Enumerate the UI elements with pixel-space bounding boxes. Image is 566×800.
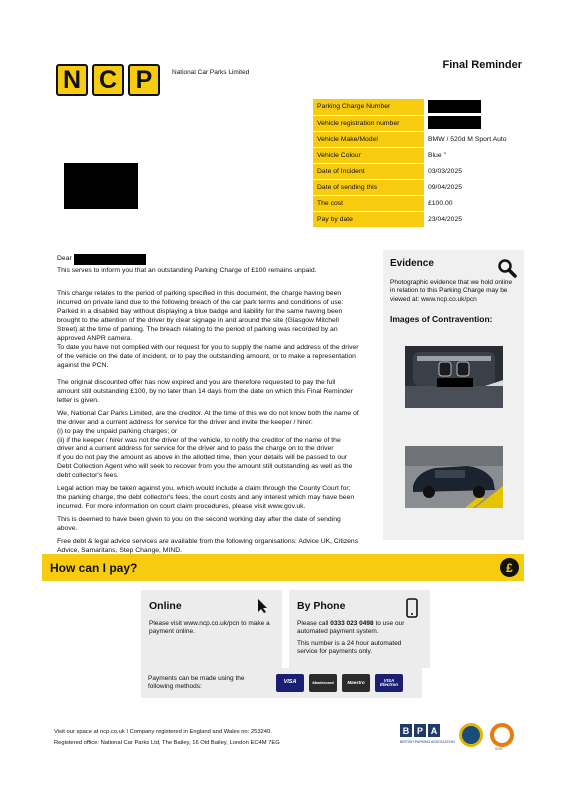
letter-body [57, 254, 359, 560]
details-label: Pay by date [313, 211, 424, 227]
logo-letter: N [56, 64, 88, 96]
cursor-icon [256, 598, 270, 614]
bpa-subtitle: BRITISH PARKING ASSOCIATION [400, 740, 455, 744]
letter-paragraph: This charge relates to the period of parking specified in this document, the charge having been incurred on private land due to the following breach of the car park terms and conditions of use: Parked in a disabled bay without displaying a blue badge and liability for the same having been brought to the attention of the driver by clear signage in and around the site (Glasgow Mitchell Street) at the time of parking. The breach relating to the period of parking was recorded by an approved ANPR camera. [57, 289, 344, 342]
details-row [313, 163, 520, 179]
evidence-title: Evidence [390, 258, 434, 269]
maestro-icon: Maestro [342, 674, 370, 692]
details-row [313, 179, 520, 195]
redaction-block [428, 116, 481, 129]
letter-paragraph: The original discounted offer has now expired and you are therefore requested to pay the full amount still outstanding £100, by no later than 14 days from the date on which this Final Reminder letter is given. [57, 378, 353, 404]
details-row [313, 115, 520, 131]
details-label: Vehicle Make/Model [313, 131, 424, 147]
recipient-name-redacted [74, 254, 146, 265]
redaction-block [428, 100, 481, 113]
letter-paragraph: Free debt & legal advice services are available from the following organisations: Advice UK, Citizens Advice, Samaritans, Step Change, MIND. [57, 538, 359, 555]
pound-coin-icon: £ [500, 558, 519, 577]
details-label: The cost [313, 195, 424, 211]
approved-operator-badge-icon [459, 723, 483, 747]
contravention-photo-side[interactable] [405, 446, 503, 508]
images-title: Images of Contravention: [390, 314, 493, 325]
document-title: Final Reminder [442, 59, 522, 71]
phone-title: By Phone [297, 600, 346, 612]
phone-number: 0333 023 0498 [330, 620, 374, 627]
details-value: Blue " [424, 147, 520, 163]
magnifier-icon [497, 258, 517, 278]
letter-paragraph: We, National Car Parks Limited, are the creditor. At the time of this we do not know both the name of the driver and a current address for service for the driver and invite the keeper / hirer: [57, 409, 359, 426]
sgs-label: SGS [495, 747, 503, 751]
letter-paragraph: If you do not pay the amount as above in the allotted time, then your details will be passed to our Debt Collection Agent who will seek to recover from you the amount still outstanding as well as the debt collector's fees. [57, 454, 353, 480]
details-label: Vehicle Colour [313, 147, 424, 163]
details-value-redacted [424, 115, 520, 131]
details-row [313, 195, 520, 211]
details-row [313, 131, 520, 147]
details-label: Parking Charge Number [313, 99, 424, 115]
how-to-pay-bar [42, 554, 524, 581]
phone-text: Please call 0333 023 0498 to use our automated payment system. [297, 620, 405, 636]
details-value: 03/03/2025 [424, 163, 520, 179]
details-value: 23/04/2025 [424, 211, 520, 227]
mobile-phone-icon [406, 598, 418, 618]
letter-paragraph: To date you have not complied with our request for you to supply the name and address of the driver of the vehicle on the date of incident, or to pay the outstanding amount, or to make a representation against the PCN. [57, 343, 359, 369]
charge-details-table [313, 99, 520, 228]
details-row [313, 99, 520, 115]
visa-electron-icon: VISA Electron [375, 674, 403, 692]
evidence-text: Photographic evidence that we hold online in relation to this Parking Charge may be viewed at: www.ncp.co.uk/pcn [390, 279, 513, 303]
details-value: BMW / 520d M Sport Auto [424, 131, 520, 147]
details-label: Date of sending this [313, 179, 424, 195]
letter-paragraph: Legal action may be taken against you, which would include a claim through the County Court for; the parking charge, the debt collector's fees, the court costs and any interest which may have been incurred. For more information on court claim procedures, please visit www.gov.uk. [57, 485, 355, 511]
footer [54, 727, 280, 749]
logo-letter: P [128, 64, 160, 96]
pay-phone-box [289, 590, 430, 668]
how-to-pay-title: How can I pay? [50, 560, 138, 575]
phone-note: This number is a 24 hour automated service for payments only. [297, 639, 402, 656]
ncp-logo [56, 64, 160, 96]
details-label: Date of Incident [313, 163, 424, 179]
letter-paragraph: (i) to pay the unpaid parking charges; or [57, 427, 178, 435]
bpa-logo: B P A [400, 724, 440, 737]
salutation-line [57, 254, 359, 265]
company-name: National Car Parks Limited [172, 69, 250, 76]
details-value: 09/04/2025 [424, 179, 520, 195]
mastercard-icon: Mastercard [309, 674, 337, 692]
online-title: Online [149, 600, 182, 612]
details-label: Vehicle registration number [313, 115, 424, 131]
letter-paragraph: This serves to inform you that an outstanding Parking Charge of £100 remains unpaid. [57, 267, 317, 274]
details-row [313, 147, 520, 163]
footer-line-1: Visit our space at ncp.co.uk I Company registered in England and Wales no: 253240. [54, 729, 272, 735]
contravention-photo-front[interactable] [405, 346, 503, 408]
details-row [313, 211, 520, 227]
recipient-address-redacted [64, 163, 138, 209]
payment-methods-strip [141, 668, 422, 698]
logo-letter: C [92, 64, 124, 96]
letter-paragraph: (ii) if the keeper / hirer was not the driver of the vehicle, to notify the creditor of the name of the driver and a current address for service for the driver and to pass the charge on to the driver [57, 436, 341, 453]
salutation: Dear [57, 255, 72, 263]
evidence-panel [383, 250, 524, 540]
online-text: Please visit www.ncp.co.uk/pcn to make a payment online. [149, 620, 270, 636]
letter-paragraph: This is deemed to have been given to you on the second working day after the date of sending above. [57, 516, 341, 533]
sgs-certification-icon [490, 723, 514, 747]
details-value: £100.00 [424, 195, 520, 211]
visa-card-icon: VISA [276, 674, 304, 692]
details-value-redacted [424, 99, 520, 115]
card-logos [276, 674, 403, 692]
footer-line-2: Registered office: National Car Parks Ltd, The Bailey, 16 Old Bailey, London EC4M 7EG [54, 740, 280, 746]
pay-online-box [141, 590, 282, 668]
payment-methods-label: Payments can be made using the following methods: [148, 674, 245, 690]
